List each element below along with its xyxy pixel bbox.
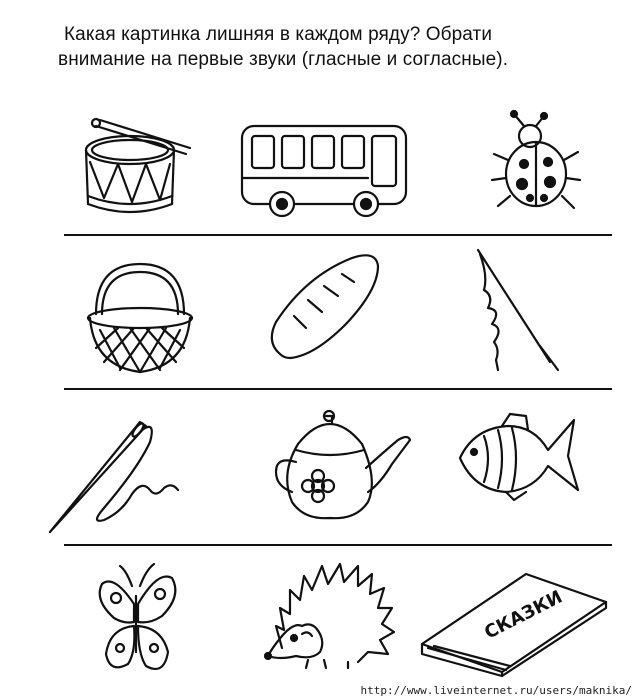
fishing-rod-icon: [474, 246, 564, 378]
butterfly-icon: [92, 556, 182, 682]
basket-icon: [84, 256, 196, 378]
book-title: СКАЗКИ: [481, 586, 566, 644]
bus-icon: [238, 122, 410, 218]
ladybug-icon: [486, 110, 582, 216]
row-divider: [64, 388, 612, 390]
drum-icon: [78, 112, 196, 224]
bread-loaf-icon: [266, 250, 382, 364]
book-icon: [418, 568, 610, 676]
row-divider: [64, 544, 612, 546]
instruction: [58, 22, 624, 72]
hedgehog-icon: [262, 556, 398, 672]
row-divider: [64, 234, 612, 236]
watermark: http://www.liveinternet.ru/users/maknika/: [360, 684, 632, 697]
instruction-line-2: внимание на первые звуки (гласные и согласные).: [58, 49, 509, 70]
teapot-icon: [274, 410, 414, 522]
instruction-line-1: Какая картинка лишняя в каждом ряду? Обрати: [64, 24, 493, 45]
fish-icon: [454, 410, 584, 504]
needle-thread-icon: [46, 416, 190, 536]
